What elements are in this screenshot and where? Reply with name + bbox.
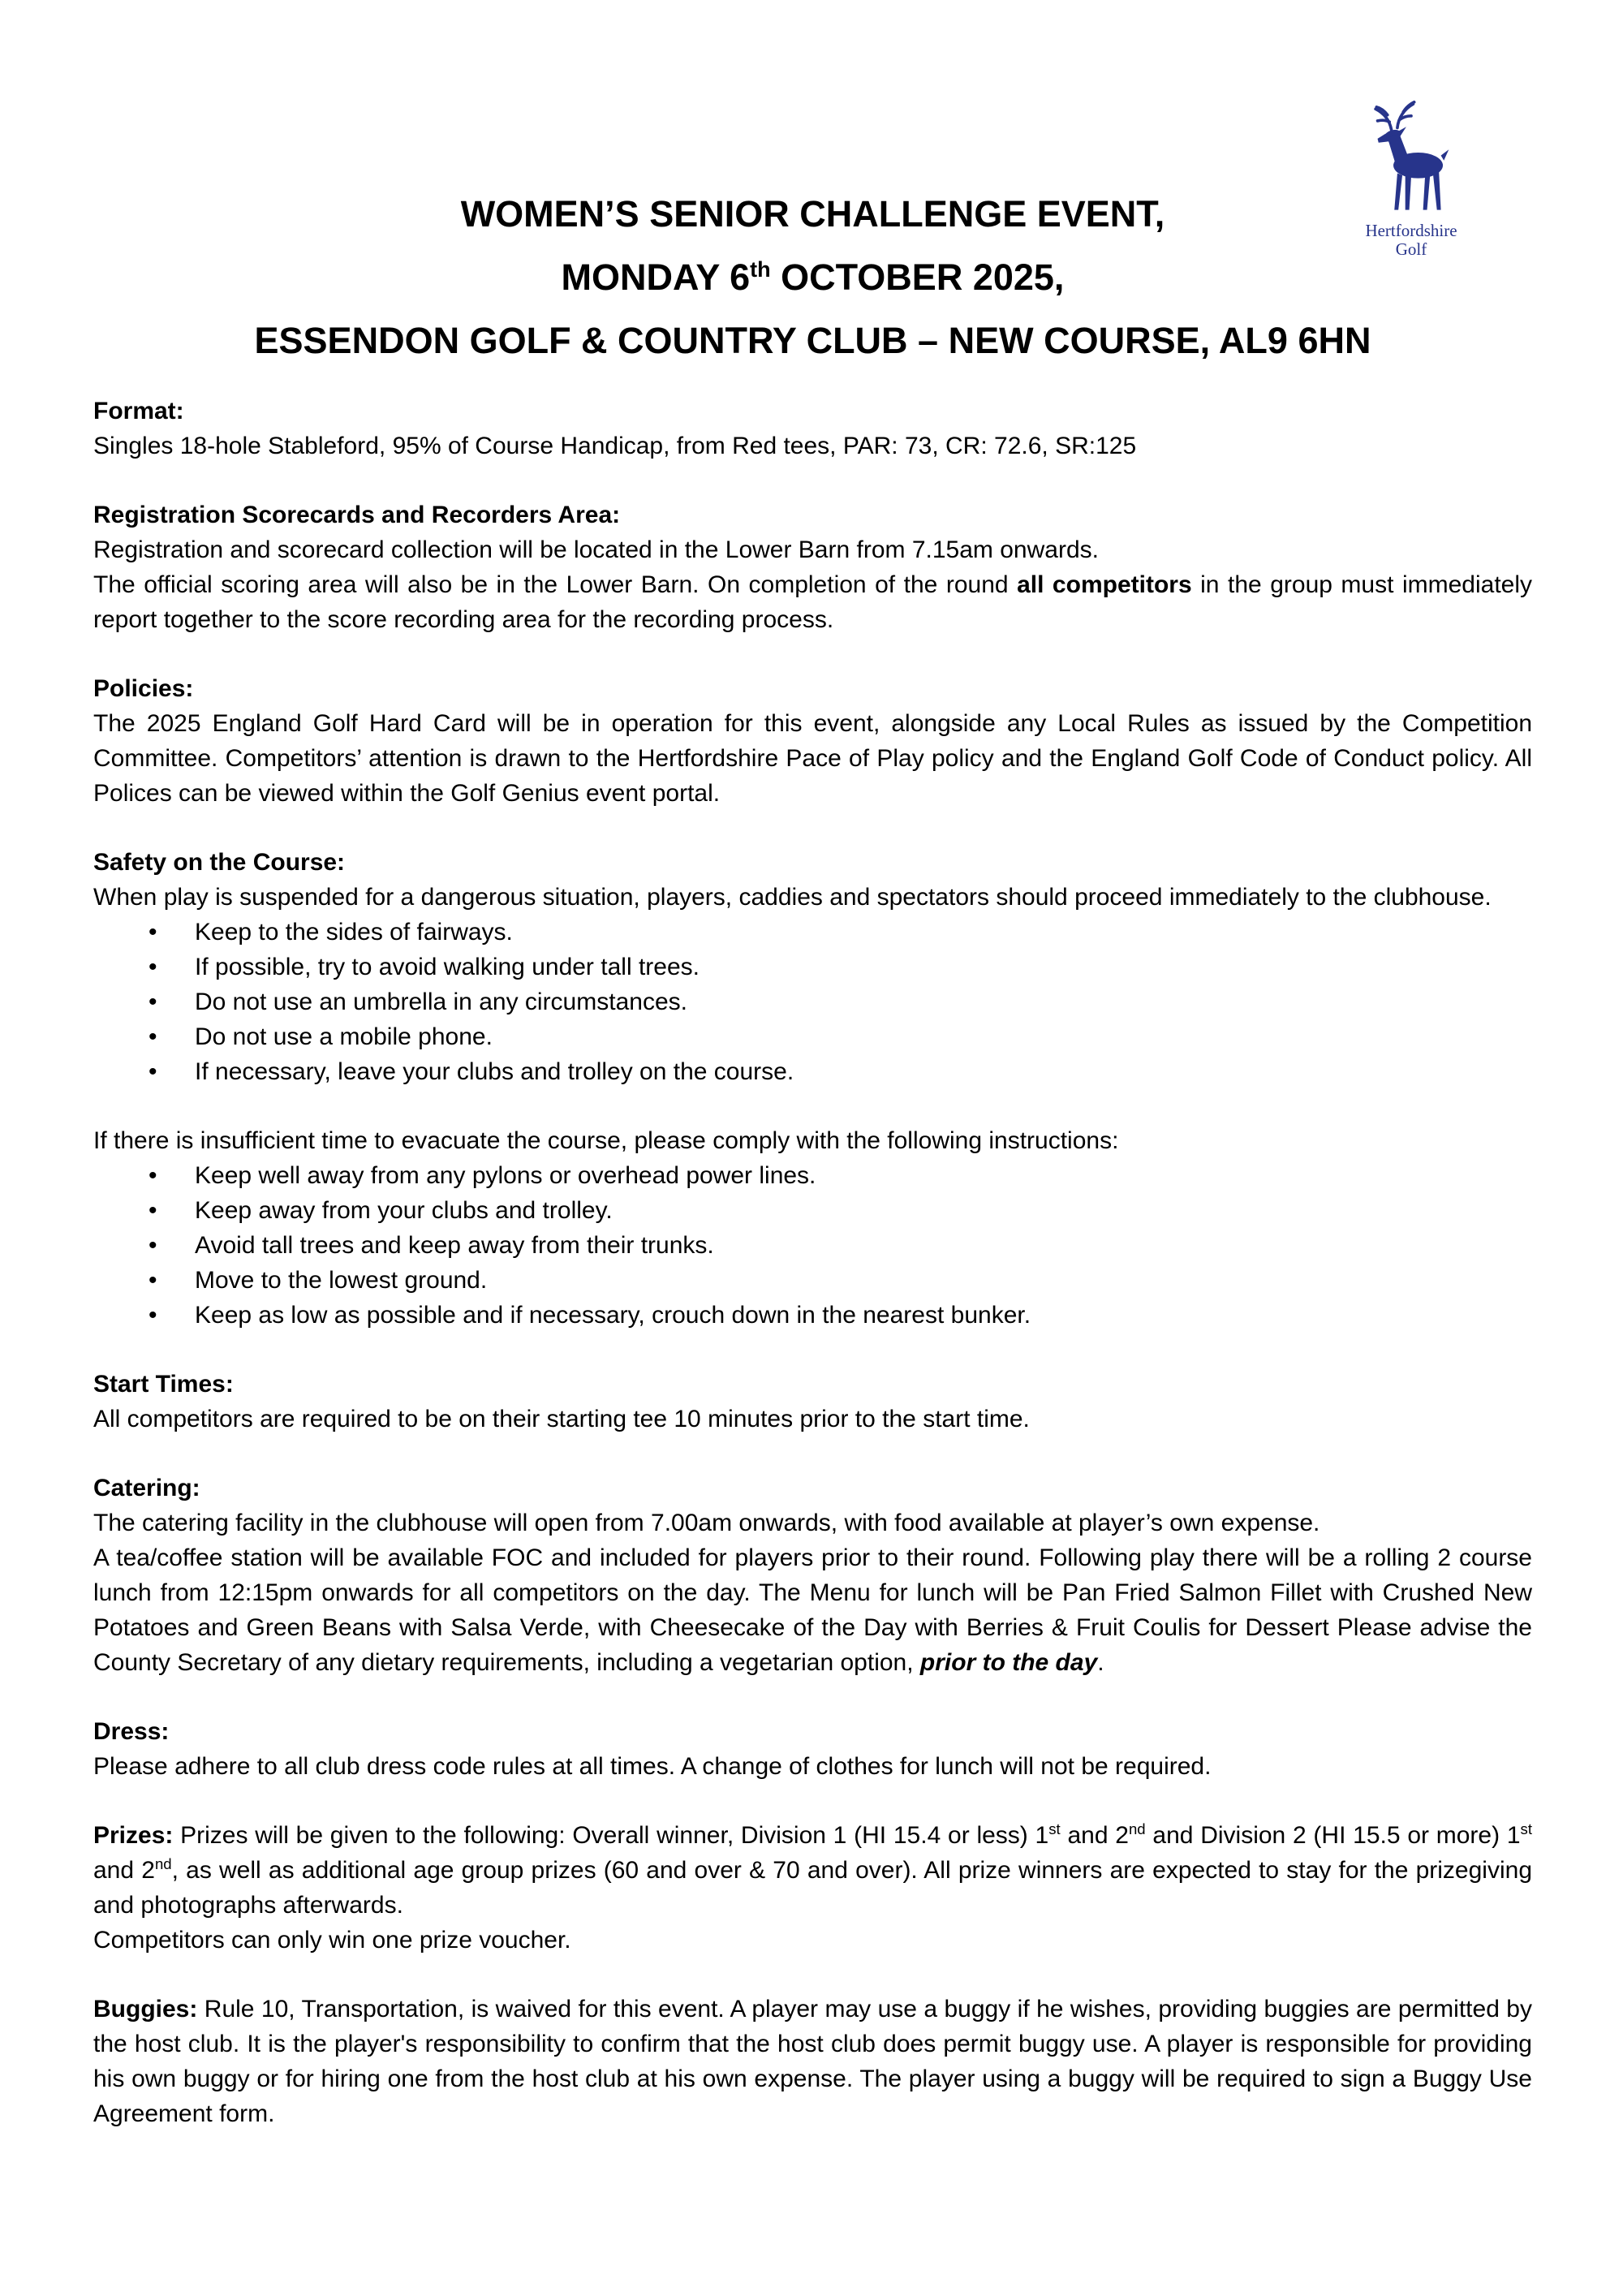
prizes-superscript: st [1048,1820,1061,1837]
registration-p2-text-cont: in the group must immediately report together to the score recording area for the recording process. [93,571,1532,633]
section-buggies [93,1992,1532,2131]
prizes-superscript: nd [154,1855,172,1872]
section-dress [93,1714,1532,1784]
section-prizes [93,1818,1532,1958]
section-catering [93,1471,1532,1680]
safety-heading: Safety on the Course: [93,849,346,876]
section-safety [93,845,1532,1333]
prizes-superscript: nd [1128,1820,1146,1837]
logo-text-line2: Golf [1395,239,1427,259]
prizes-text: and 2 [93,1857,155,1884]
section-format [93,394,1532,463]
safety-evacuation-intro: If there is insufficient time to evacuate the course, please comply with the following instructions: [93,1127,1119,1154]
start-times-body: All competitors are required to be on their starting tee 10 minutes prior to the start time. [93,1406,1030,1432]
policies-heading: Policies: [93,675,194,702]
hertfordshire-golf-logo [1342,94,1480,259]
safety-bullet-list-2 [93,1158,1532,1333]
safety-bullet-list-1 [93,915,1532,1089]
buggies-text: Rule 10, Transportation, is waived for this event. A player may use a buggy if he wishes, providing buggies are permitted by the host club. It is the player's responsibility to confirm that the host club does permit buggy use. A player is responsible for providing his own buggy or for hiring one from the host club at his own expense. The player using a buggy will be required to sign a Buggy Use Agreement form. [93,1996,1532,2127]
safety-bullet: • Keep as low as possible and if necessary, crouch down in the nearest bunker. [93,1298,1532,1333]
registration-paragraph-1: Registration and scorecard collection will be located in the Lower Barn from 7.15am onwards. [93,536,1099,563]
dress-heading: Dress: [93,1718,170,1745]
safety-bullet: • Do not use an umbrella in any circumstances. [93,984,1532,1019]
safety-bullet: • If necessary, leave your clubs and trolley on the course. [93,1054,1532,1089]
catering-heading: Catering: [93,1475,200,1501]
safety-bullet: • If possible, try to avoid walking under tall trees. [93,950,1532,984]
title-line-2-text-cont: OCTOBER 2025, [770,256,1065,298]
dress-body: Please adhere to all club dress code rules at all times. A change of clothes for lunch will not be required. [93,1753,1212,1780]
registration-p2-text: The official scoring area will also be in the Lower Barn. On completion of the round [93,571,1018,598]
safety-bullet: • Do not use a mobile phone. [93,1019,1532,1054]
logo-wordmark [1342,222,1480,259]
document-title [93,0,1532,373]
section-start-times [93,1367,1532,1437]
prizes-text: , as well as additional age group prizes (60 and over & 70 and over). All prize winners are expected to stay for the prizegiving and photographs afterwards. [93,1857,1533,1919]
title-line-3: ESSENDON GOLF & COUNTRY CLUB – NEW COURSE, AL9 6HN [254,320,1371,361]
title-line-2-superscript: th [750,257,771,282]
safety-bullet: • Keep well away from any pylons or overhead power lines. [93,1158,1532,1193]
section-policies [93,671,1532,811]
start-times-heading: Start Times: [93,1371,234,1398]
prizes-text: and Division 2 (HI 15.5 or more) 1 [1145,1822,1521,1849]
registration-paragraph-2 [93,567,1532,637]
catering-p2-period: . [1097,1649,1104,1676]
registration-p2-bold: all competitors [1017,571,1192,598]
prizes-paragraph-1 [93,1818,1532,1923]
safety-intro: When play is suspended for a dangerous situation, players, caddies and spectators should proceed immediately to the clubhouse. [93,884,1492,911]
safety-bullet: • Keep to the sides of fairways. [93,915,1532,950]
safety-bullet: • Avoid tall trees and keep away from their trunks. [93,1228,1532,1263]
prizes-paragraph-2: Competitors can only win one prize voucher. [93,1927,571,1954]
title-line-1: WOMEN’S SENIOR CHALLENGE EVENT, [460,193,1165,235]
registration-heading: Registration Scorecards and Recorders Area: [93,502,621,528]
prizes-text: Prizes will be given to the following: Overall winner, Division 1 (HI 15.4 or less) 1 [173,1822,1049,1849]
buggies-heading: Buggies: [93,1996,198,2022]
safety-bullet: • Keep away from your clubs and trolley. [93,1193,1532,1228]
title-line-2 [93,246,1532,309]
catering-paragraph-1: The catering facility in the clubhouse will open from 7.00am onwards, with food available at player’s own expense. [93,1510,1320,1536]
prizes-text: and 2 [1060,1822,1129,1849]
prizes-heading: Prizes: [93,1822,174,1849]
catering-p2-text: A tea/coffee station will be available FOC and included for players prior to their round. Following play there will be a rolling 2 course lunch from 12:15pm onwards for all competitors on the day. The Menu for lunch will be Pan Fried Salmon Fillet with Crushed New Potatoes and Green Beans with Salsa Verde, with Cheesecake of the Day with Berries & Fruit Coulis for Dessert Please advise the County Secretary of any dietary requirements, including a vegetarian option, [93,1544,1532,1676]
title-line-2-text: MONDAY 6 [561,256,751,298]
policies-body: The 2025 England Golf Hard Card will be in operation for this event, alongside any Local Rules as issued by the Competition Committee. Competitors’ attention is drawn to the Hertfordshire Pace of Play policy and the England Golf Code of Conduct policy. All Polices can be viewed within the Golf Genius event portal. [93,710,1532,807]
logo-text-line1: Hertfordshire [1365,221,1457,240]
prizes-superscript: st [1520,1820,1532,1837]
catering-paragraph-2 [93,1540,1532,1680]
stag-icon [1358,94,1464,216]
safety-bullet: • Move to the lowest ground. [93,1263,1532,1298]
buggies-paragraph [93,1992,1532,2131]
section-registration [93,498,1532,637]
format-heading: Format: [93,398,184,424]
format-body: Singles 18-hole Stableford, 95% of Course Handicap, from Red tees, PAR: 73, CR: 72.6, SR:125 [93,433,1137,459]
catering-p2-bold-italic: prior to the day [919,1649,1098,1676]
